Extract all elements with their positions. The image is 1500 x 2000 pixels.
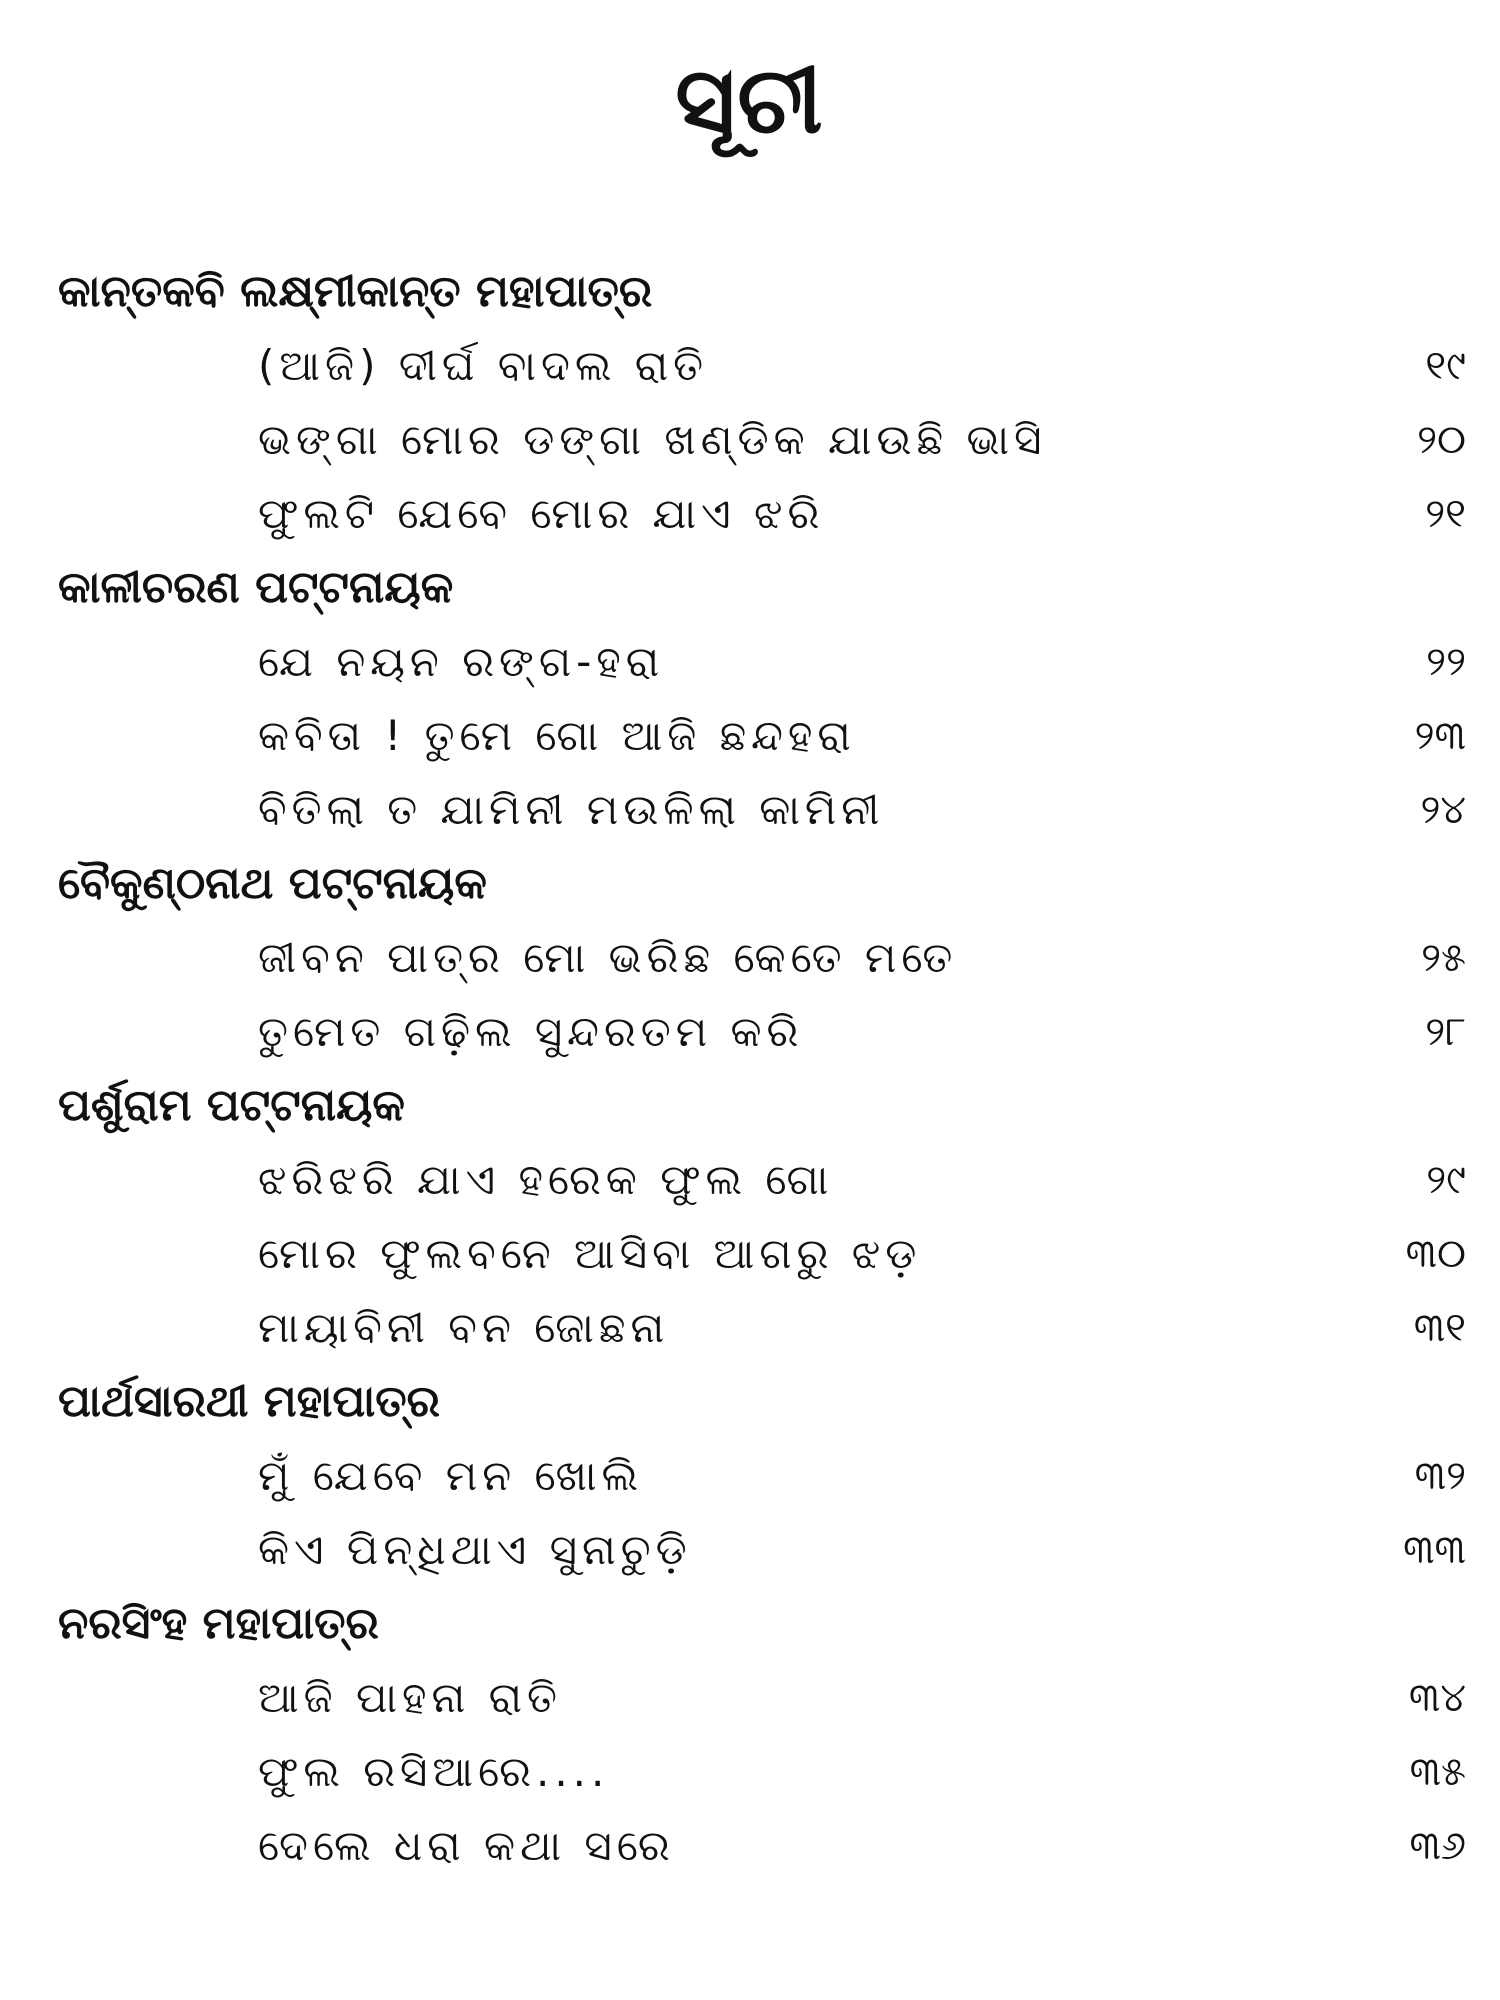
entry-page-number: ୩୫: [1409, 1749, 1466, 1795]
author-heading: କାନ୍ତକବି ଲକ୍ଷ୍ମୀକାନ୍ତ ମହାପାତ୍ର: [58, 266, 653, 317]
entry-title: ଜୀବନ ପାତ୍ର ମୋ ଭରିଛ କେତେ ମତେ: [258, 933, 958, 982]
entry-page-number: ୩୧: [1413, 1305, 1466, 1351]
author-heading: ନରସିଂହ ମହାପାତ୍ର: [58, 1598, 379, 1649]
entry-page-number: ୨୨: [1426, 639, 1466, 685]
entry-page-number: ୩୨: [1414, 1453, 1466, 1499]
toc-entry: [0, 625, 1500, 699]
toc-entry: [0, 1513, 1500, 1587]
toc-entry: [0, 1661, 1500, 1735]
author-heading: ପର୍ଶୁରାମ ପଟ୍ଟନାୟକ: [58, 1080, 405, 1131]
toc-entry: [0, 773, 1500, 847]
entry-page-number: ୨୪: [1420, 787, 1466, 833]
page-title: ସୂଚୀ: [675, 47, 825, 154]
author-heading: ବୈକୁଣ୍ଠନାଥ ପଟ୍ଟନାୟକ: [58, 858, 487, 909]
entry-title: କିଏ ପିନ୍ଧିଥାଏ ସୁନାଚୁଡ଼ି: [258, 1525, 692, 1574]
entry-page-number: ୨୧: [1425, 491, 1466, 537]
entry-title: ଝରିଝରି ଯାଏ ହରେକ ଫୁଲ ଗୋ: [258, 1155, 834, 1204]
toc-entry: [0, 1291, 1500, 1365]
entry-title: ବିତିଲା ତ ଯାମିନୀ ମଉଳିଲା କାମିନୀ: [258, 785, 885, 834]
entry-page-number: ୨୯: [1426, 1157, 1466, 1203]
toc-entry: [0, 1809, 1500, 1883]
entry-title: ଭଙ୍ଗା ମୋର ଡଙ୍ଗା ଖଣ୍ଡିକ ଯାଉଛି ଭାସି: [258, 415, 1047, 464]
toc-entry: [0, 1735, 1500, 1809]
entry-page-number: ୧୯: [1425, 343, 1466, 389]
toc-entry: [0, 403, 1500, 477]
toc-entry: [0, 329, 1500, 403]
toc-entry: [0, 699, 1500, 773]
entry-page-number: ୩୩: [1403, 1527, 1466, 1573]
table-of-contents: [0, 255, 1500, 1883]
toc-entry: [0, 995, 1500, 1069]
toc-entry: [0, 1439, 1500, 1513]
author-heading: କାଳୀଚରଣ ପଟ୍ଟନାୟକ: [58, 562, 454, 613]
entry-title: ମୁଁ ଯେବେ ମନ ଖୋଲି: [258, 1451, 644, 1500]
toc-entry: [0, 1217, 1500, 1291]
entry-title: କବିତା ! ତୁମେ ଗୋ ଆଜି ଛନ୍ଦହରା: [258, 711, 856, 760]
entry-title: ଫୁଲଟି ଯେବେ ମୋର ଯାଏ ଝରି: [258, 489, 825, 538]
entry-page-number: ୨୦: [1417, 417, 1466, 463]
entry-page-number: ୨୩: [1414, 713, 1466, 759]
entry-page-number: ୨୮: [1425, 1009, 1466, 1055]
entry-page-number: ୩୪: [1408, 1675, 1466, 1721]
entry-title: (ଆଜି) ଦୀର୍ଘ ବାଦଲ ରାତି: [258, 341, 709, 390]
toc-entry: [0, 1143, 1500, 1217]
entry-title: ତୁମେତ ଗଢ଼ିଲ ସୁନ୍ଦରତମ କରି: [258, 1007, 804, 1056]
entry-title: ଦେଲେ ଧରା କଥା ସରେ: [258, 1821, 675, 1870]
entry-title: ଯେ ନୟନ ରଙ୍ଗ-ହରା: [258, 637, 665, 686]
entry-title: ଆଜି ପାହନା ରାତି: [258, 1673, 562, 1722]
entry-page-number: ୩୬: [1409, 1823, 1466, 1869]
entry-title: ଫୁଲ ରସିଆରେ....: [258, 1747, 610, 1796]
entry-page-number: ୩୦: [1405, 1231, 1466, 1277]
entry-page-number: ୨୫: [1421, 935, 1466, 981]
toc-entry: [0, 921, 1500, 995]
entry-title: ମୋର ଫୁଲବନେ ଆସିବା ଆଗରୁ ଝଡ଼: [258, 1229, 922, 1278]
toc-entry: [0, 477, 1500, 551]
author-heading: ପାର୍ଥସାରଥୀ ମହାପାତ୍ର: [58, 1376, 441, 1427]
entry-title: ମାୟାବିନୀ ବନ ଜୋଛନା: [258, 1303, 670, 1352]
